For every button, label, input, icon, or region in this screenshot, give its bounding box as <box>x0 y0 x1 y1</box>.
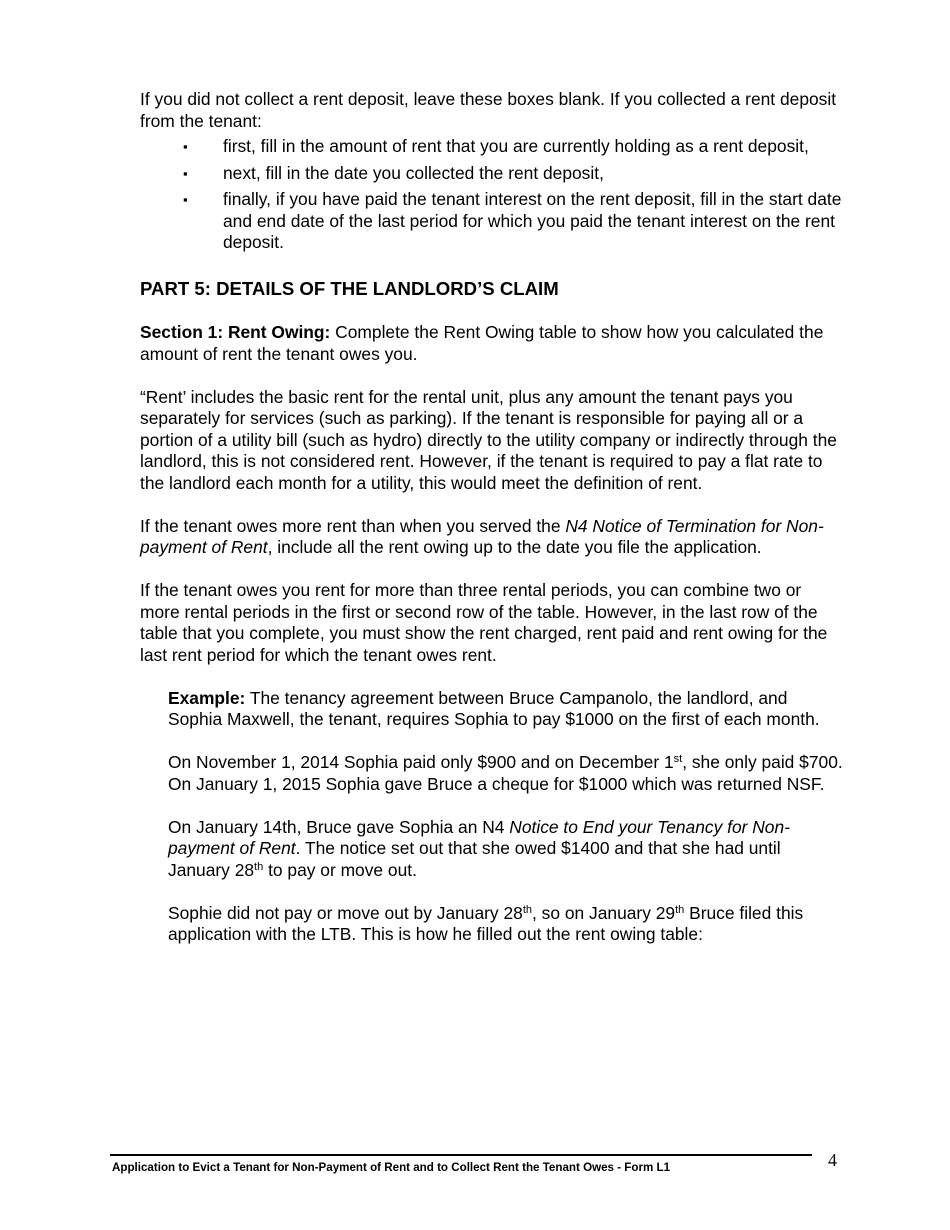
rent-deposit-intro: If you did not collect a rent deposit, leave these boxes blank. If you collected a rent deposit from the tenant: <box>140 89 837 131</box>
footer-divider <box>110 1154 812 1156</box>
footer-form-title: Application to Evict a Tenant for Non-Payment of Rent and to Collect Rent the Tenant Owes - Form L1 <box>112 1161 671 1174</box>
n4-title: N4 Notice of Termination for Non-payment of Rent <box>140 515 824 557</box>
document-body <box>140 89 845 946</box>
section1-paragraph: Section 1: Rent Owing: Complete the Rent Owing table to show how you calculated the amount of rent the tenant owes you. <box>140 322 824 364</box>
bullet-icon: ▪ <box>183 165 188 181</box>
example-paragraph-2: On November 1, 2014 Sophia paid only $900 and on December 1st, she only paid $700. On January 1, 2015 Sophia gave Bruce a cheque for $1000 which was returned NSF. <box>168 752 843 794</box>
n4-notice-title: Notice to End your Tenancy for Non-payment of Rent <box>168 816 790 858</box>
example-paragraph-4: Sophie did not pay or move out by January 28th, so on January 29th Bruce filed this application with the LTB. This is how he filled out the rent owing table: <box>168 902 804 944</box>
bullet-icon: ▪ <box>183 139 188 154</box>
example-block <box>140 688 845 946</box>
rent-definition-paragraph: “Rent’ includes the basic rent for the rental unit, plus any amount the tenant pays you separately for services (such as parking). If the tenant is responsible for paying all or a portion of a utility bill (such as hydro) directly to the utility company or indirectly through the landlord, this is not considered rent. However, if the tenant is required to pay a flat rate to the landlord each month for a utility, this would meet the definition of rent. <box>140 386 837 493</box>
section1-label: Section 1: Rent Owing: <box>140 322 331 342</box>
rental-periods-paragraph: If the tenant owes you rent for more than three rental periods, you can combine two or more rental periods in the first or second row of the table. However, in the last row of the table that you complete, you must show the rent charged, rent paid and rent owing for the last rent period for which the tenant owes rent. <box>140 580 828 665</box>
rent-deposit-steps <box>140 136 845 254</box>
example-paragraph-1: Example: The tenancy agreement between Bruce Campanolo, the landlord, and Sophia Maxwell, the tenant, requires Sophia to pay $1000 on the first of each month. <box>168 687 820 729</box>
list-item: ▪ finally, if you have paid the tenant interest on the rent deposit, fill in the start date and end date of the last period for which you paid the tenant interest on the rent deposit. <box>183 189 842 252</box>
list-item: ▪ next, fill in the date you collected the rent deposit, <box>183 162 604 183</box>
example-label: Example: <box>168 687 246 708</box>
page-number: 4 <box>828 1150 837 1170</box>
bullet-icon: ▪ <box>183 192 188 207</box>
owes-more-paragraph: If the tenant owes more rent than when you served the N4 Notice of Termination for Non-payment of Rent, include all the rent owing up to the date you file the application. <box>140 515 824 557</box>
example-paragraph-3: On January 14th, Bruce gave Sophia an N4 Notice to End your Tenancy for Non-payment of Rent. The notice set out that she owed $1400 and that she had until January 28th to pay or move out. <box>168 816 790 880</box>
part5-heading: PART 5: DETAILS OF THE LANDLORD’S CLAIM <box>140 277 559 299</box>
list-item: ▪ first, fill in the amount of rent that you are currently holding as a rent deposit, <box>183 136 809 156</box>
